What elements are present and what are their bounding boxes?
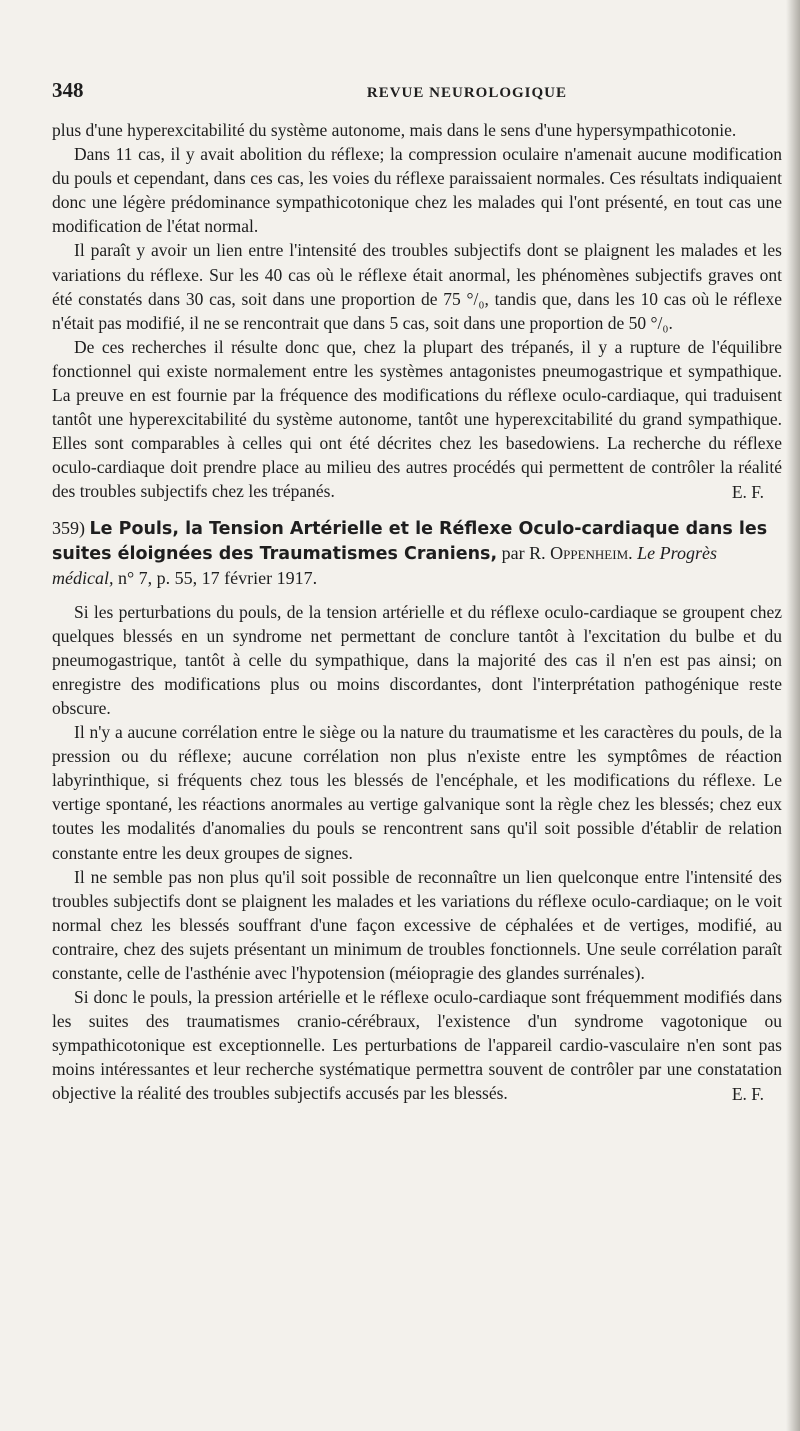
paragraph: Dans 11 cas, il y avait abolition du réflexe; la compression oculaire n'amenait aucune modification du pouls et cependant, dans ces cas, les voies du réflexe paraissaient normales. Ces résultats indiquaient donc une légère prédominance sympathicotonique chez les malades qui l'ont présenté, en tout cas une modification de l'état normal. <box>52 144 782 237</box>
signature: E. F. <box>731 481 764 502</box>
paragraph: Il ne semble pas non plus qu'il soit possible de reconnaître un lien quelconque entre l'intensité des troubles subjectifs dont se plaignent les malades et les variations du réflexe oculo-cardiaque; on le voit normal chez les blessés souffrant d'une façon excessive de céphalées et de vertiges, modifié, au contraire, chez des sujets présentant un minimum de troubles fonctionnels. Une seule corrélation paraît constante, celle de l'asthénie avec l'hypotension (méiopragie des glandes surrénales). <box>52 866 782 983</box>
article-title: Le Pouls, la Tension Artérielle et le Réflexe Oculo-cardiaque dans les suites éloignées des Traumatismes Craniens, <box>52 518 768 564</box>
article-number: 359) <box>52 517 85 538</box>
paragraph: Si donc le pouls, la pression artérielle et le réflexe oculo-cardiaque sont fréquemment modifiés dans les suites des traumatismes cranio-cérébraux, l'existence d'un syndrome vagotonique ou sympathicotonique est exceptionnelle. Les perturbations de l'appareil cardio-vasculaire n'en sont pas moins intéressantes et leur recherche systématique permettra souvent de contrôler par une constatation objective la réalité des troubles subjectifs accusés par les blessés. <box>52 987 782 1104</box>
page-number: 348 <box>52 78 84 102</box>
paragraph: Il n'y a aucune corrélation entre le siège ou la nature du traumatisme et les caractères du pouls, de la pression ou du réflexe; aucune corrélation non plus n'existe entre les symptômes de réaction labyrinthique, si fréquents chez tous les blessés de l'encéphale, et les modifications du réflexe. Le vertige spontané, les réactions anormales au vertige galvanique sont la règle chez les blessés; chez eux toutes les modalités d'anomalies du pouls se rencontrent sans qu'il soit possible d'établir de relation constante entre les deux groupes de signes. <box>52 722 782 863</box>
last-paragraph-with-signature <box>52 335 782 504</box>
article-heading <box>52 516 782 590</box>
article-by: par R. <box>501 542 546 563</box>
signature: E. F. <box>731 1083 764 1104</box>
paragraph: De ces recherches il résulte donc que, chez la plupart des trépanés, il y a rupture de l'équilibre fonctionnel qui existe normalement entre les systèmes antagonistes pneumogastrique et sympathique. La preuve en est fournie par la fréquence des modifications du réflexe oculo-cardiaque, qui traduisent tantôt une hyperexcitabilité du système autonome, tantôt une hyperexcitabilité du grand sympathique. Elles sont comparables à celles qui ont été décrites chez les basedowiens. La recherche du réflexe oculo-cardiaque doit prendre place au milieu des autres procédés qui permettent de contrôler la réalité des troubles subjectifs chez les trépanés. <box>52 336 782 502</box>
page-edge-shadow <box>786 0 800 1431</box>
paragraph: Si les perturbations du pouls, de la tension artérielle et du réflexe oculo-cardiaque se groupent chez quelques blessés en un syndrome net permettant de conclure tantôt à l'excitation du bulbe et du pneumogastrique, tantôt à celle du sympathique, dans la majorité des cas il n'en est pas ainsi; on enregistre des modifications plus ou moins discordantes, dont l'interprétation pathogénique reste obscure. <box>52 601 782 718</box>
running-title: REVUE NEUROLOGIQUE <box>366 85 567 101</box>
article-journal: Le Progrès médical, <box>52 542 717 588</box>
paragraph: plus d'une hyperexcitabilité du système autonome, mais dans le sens d'une hypersympathicotonie. <box>52 120 737 140</box>
article-body <box>52 600 782 1106</box>
paragraph: Il paraît y avoir un lien entre l'intensité des troubles subjectifs dont se plaignent les malades et les variations du réflexe. Sur les 40 cas où le réflexe était anormal, les phénomènes subjectifs graves ont été constatés dans 30 cas, soit dans une proportion de 75 °/₀, tandis que, dans les 10 cas où le réflexe n'était pas modifié, il ne se rencontrait que dans 5 cas, soit dans une proportion de 50 °/₀. <box>52 240 782 333</box>
article-359 <box>52 516 782 1106</box>
article-author: Oppenheim. <box>550 542 633 563</box>
page <box>52 78 782 1106</box>
article-citation: n° 7, p. 55, 17 février 1917. <box>117 567 318 588</box>
previous-article-body <box>52 118 782 504</box>
page-header <box>52 78 782 118</box>
